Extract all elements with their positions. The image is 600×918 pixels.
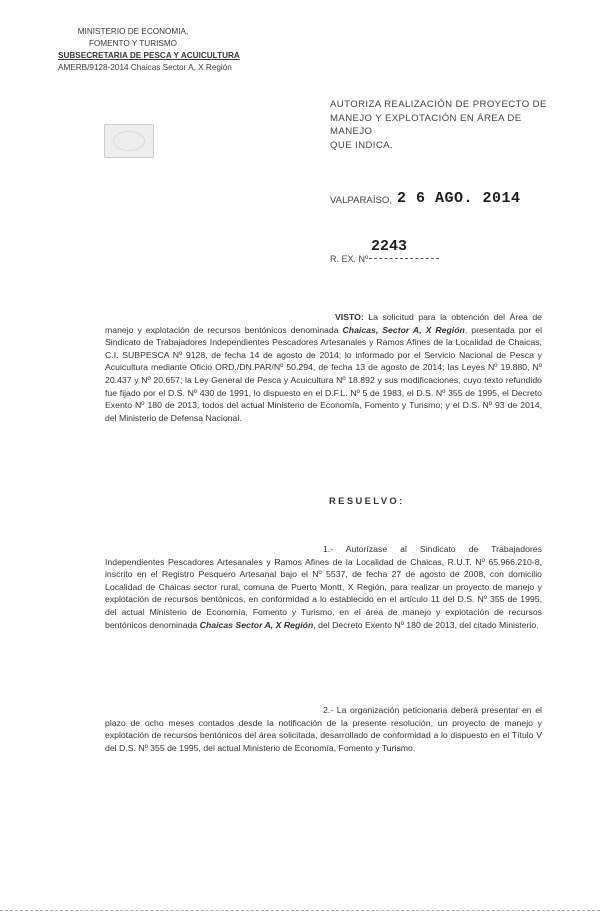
date-stamp: 2 6 AGO. 2014 [397, 190, 521, 207]
letterhead [58, 26, 258, 74]
title-line-2: MANEJO Y EXPLOTACIÓN EN ÁREA DE MANEJO [330, 112, 522, 137]
title-line-3: QUE INDICA. [330, 139, 394, 151]
visto-text-1: La solicitud para la obtención del Área de manejo y explotación de recursos bentónicos denominada [105, 312, 542, 335]
visto-label: VISTO: [335, 312, 364, 322]
visto-paragraph [105, 311, 542, 424]
resuelvo-heading: RESUELVO: [329, 495, 405, 506]
title-line-1: AUTORIZA REALIZACIÓN DE PROYECTO DE [330, 99, 547, 110]
resolution-number-line [369, 258, 439, 259]
item-1-text-2: , del Decreto Exento Nº 180 de 2013, del citado Ministerio. [313, 619, 539, 630]
resolution-label: R. EX. Nº [330, 254, 369, 264]
ministry-line-1: MINISTERIO DE ECONOMIA, [77, 27, 189, 36]
visto-text-2: , presentada por el Sindicato de Trabajadores Independientes Pescadores Artesanales y Ramos Afines de la Localidad de Chaicas, C.I. SUBPESCA Nº 9128, de fecha 14 de agosto de 2014; lo informado por el Servicio Nacional de Pesca y Acuicultura mediante Oficio ORD./DN.PAR/Nº 50.294, de fecha 13 de agosto de 2014; las Leyes Nº 19.880, Nº 20.437 y Nº 20.657; la Ley General de Pesca y Acuicultura Nº 18.892 y sus modificaciones, cuyo texto refundido fue fijado por el D.S. Nº 430 de 1991, lo dispuesto en el D.F.L. Nº 5 de 1983, el D.S. Nº 355 de 1995, el Decreto Exento Nº 180 de 2013, todos del actual Ministerio de Economía, Fomento y Turismo; y el D.S. Nº 93 de 2014, del Ministerio de Defensa Nacional. [105, 324, 543, 423]
item-1-text-1: 1.- Autorízase al Sindicato de Trabajadores Independientes Pescadores Artesanales y Ramos Afines de la Localidad de Chaicas, R.U.T. Nº 65.966.210-8, inscrito en el Registro Pesquero Artesanal bajo el Nº 5537, de fecha 27 de agosto de 2008, con domicilio Localidad de Chaicas sector rural, comuna de Puerto Montt, X Región, para realizar un proyecto de manejo y explotación de recursos bentónicos, en conformidad a lo establecido en el artículo 11 del D.S. Nº 355 de 1995, del actual Ministerio de Economía, Fomento y Turismo, en el área de manejo y explotación de recursos bentónicos denominada [105, 544, 542, 630]
faded-seal-stamp [104, 124, 154, 158]
resolution-item-2: 2.- La organización peticionaria deberá presentar en el plazo de ocho meses contados desde la notificación de la presente resolución, un proyecto de manejo y explotación de recursos bentónicos del área solicitada, desarrollado de conformidad a lo dispuesto en el Título V del D.S. Nº 355 de 1995, del actual Ministerio de Economía, Fomento y Turismo. [105, 705, 542, 753]
resolution-item-1 [105, 543, 542, 631]
scan-edge-line [0, 910, 600, 911]
resolution-number: 2243 [371, 238, 408, 255]
place-label: VALPARAÍSO, [330, 195, 393, 206]
item-1-area-name: Chaicas Sector A, X Región [199, 619, 314, 630]
ministry-line-2: FOMENTO Y TURISMO [88, 39, 178, 48]
visto-area-name: Chaicas, Sector A, X Región [342, 324, 465, 335]
reference-line: AMERB/9128-2014 Chaicas Sector A, X Región [58, 63, 232, 72]
undersecretariat-line: SUBSECRETARIA DE PESCA Y ACUICULTURA [58, 51, 240, 60]
resolution-title [330, 98, 560, 152]
